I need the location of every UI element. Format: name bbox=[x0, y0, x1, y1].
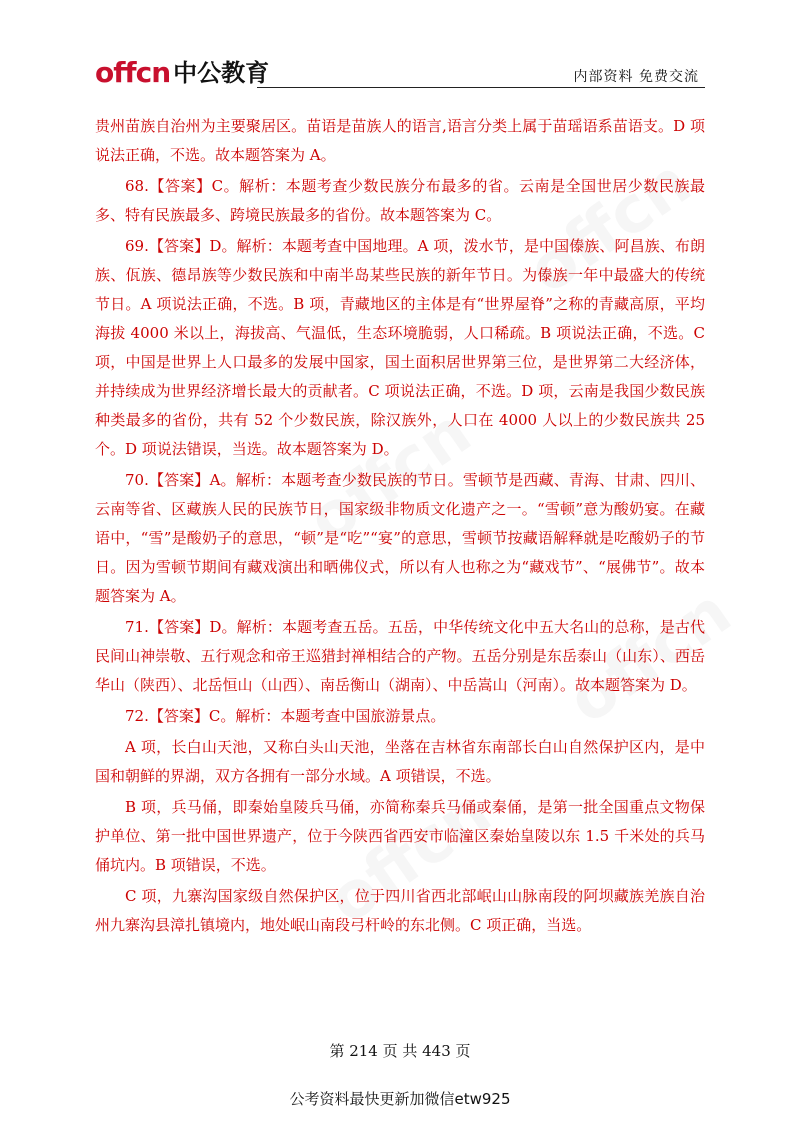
answer-paragraph: 72.【答案】C。解析：本题考查中国旅游景点。 bbox=[125, 707, 446, 725]
answer-paragraph: 68.【答案】C。解析：本题考查少数民族分布最多的省。云南是全国世居少数民族最多、特有民族最多、跨境民族最多的省份。故本题答案为 C。 bbox=[95, 177, 705, 224]
answer-paragraph: C 项，九寨沟国家级自然保护区，位于四川省西北部岷山山脉南段的阿坝藏族羌族自治州九寨沟县漳扎镇境内，地处岷山南段弓杆岭的东北侧。C 项正确，当选。 bbox=[95, 887, 705, 934]
answer-paragraph: B 项，兵马俑，即秦始皇陵兵马俑，亦简称秦兵马俑或秦俑，是第一批全国重点文物保护单位、第一批中国世界遗产，位于今陕西省西安市临潼区秦始皇陵以东 1.5 千米处的兵马俑坑内。B 项错误，不选。 bbox=[95, 798, 705, 874]
answer-paragraph: 70.【答案】A。解析：本题考查少数民族的节日。雪顿节是西藏、青海、甘肃、四川、云南等省、区藏族人民的民族节日，国家级非物质文化遗产之一。“雪顿”意为酸奶宴。在藏语中，“雪”是酸奶子的意思，“顿”是“吃”“宴”的意思，雪顿节按藏语解释就是吃酸奶子的节日。因为雪顿节期间有藏戏演出和晒佛仪式，所以有人也称之为“藏戏节”、“展佛节”。故本题答案为 A。 bbox=[95, 471, 705, 605]
footer-note: 公考资料最快更新加微信etw925 bbox=[289, 1090, 511, 1108]
answer-explanations bbox=[95, 112, 705, 942]
header-tagline: 内部资料 免费交流 bbox=[573, 69, 699, 85]
header-rule bbox=[257, 87, 705, 88]
page-header bbox=[95, 58, 705, 90]
answer-paragraph: 贵州苗族自治州为主要聚居区。苗语是苗族人的语言,语言分类上属于苗瑶语系苗语支。D 项说法正确，不选。故本题答案为 A。 bbox=[95, 117, 705, 164]
logo-chinese: 中公教育 bbox=[173, 59, 270, 87]
answer-paragraph: 69.【答案】D。解析：本题考查中国地理。A 项，泼水节，是中国傣族、阿昌族、布朗族、佤族、德昂族等少数民族和中南半岛某些民族的新年节日。为傣族一年中最盛大的传统节日。A 项说法正确，不选。B 项，青藏地区的主体是有“世界屋脊”之称的青藏高原，平均海拔 4000 米以上，海拔高、气温低，生态环境脆弱，人口稀疏。B 项说法正确，不选。C 项，中国是世界上人口最多的发展中国家，国土面积居世界第三位，是世界第二大经济体，并持续成为世界经济增长最大的贡献者。C 项说法正确，不选。D 项，云南是我国少数民族种类最多的省份，共有 52 个少数民族，除汉族外，人口在 4000 人以上的少数民族共 25 个。D 项说法错误，当选。故本题答案为 D。 bbox=[95, 237, 705, 458]
answer-paragraph: 71.【答案】D。解析：本题考查五岳。五岳，中华传统文化中五大名山的总称，是古代民间山神崇敬、五行观念和帝王巡猎封禅相结合的产物。五岳分别是东岳泰山（山东）、西岳华山（陕西）、北岳恒山（山西）、南岳衡山（湖南）、中岳嵩山（河南）。故本题答案为 D。 bbox=[95, 618, 705, 694]
logo-latin: offcn bbox=[95, 56, 171, 89]
offcn-logo bbox=[95, 58, 269, 88]
page-number: 第 214 页 共 443 页 bbox=[329, 1042, 471, 1060]
answer-paragraph: A 项，长白山天池，又称白头山天池，坐落在吉林省东南部长白山自然保护区内，是中国和朝鲜的界湖，双方各拥有一部分水域。A 项错误，不选。 bbox=[95, 738, 705, 785]
